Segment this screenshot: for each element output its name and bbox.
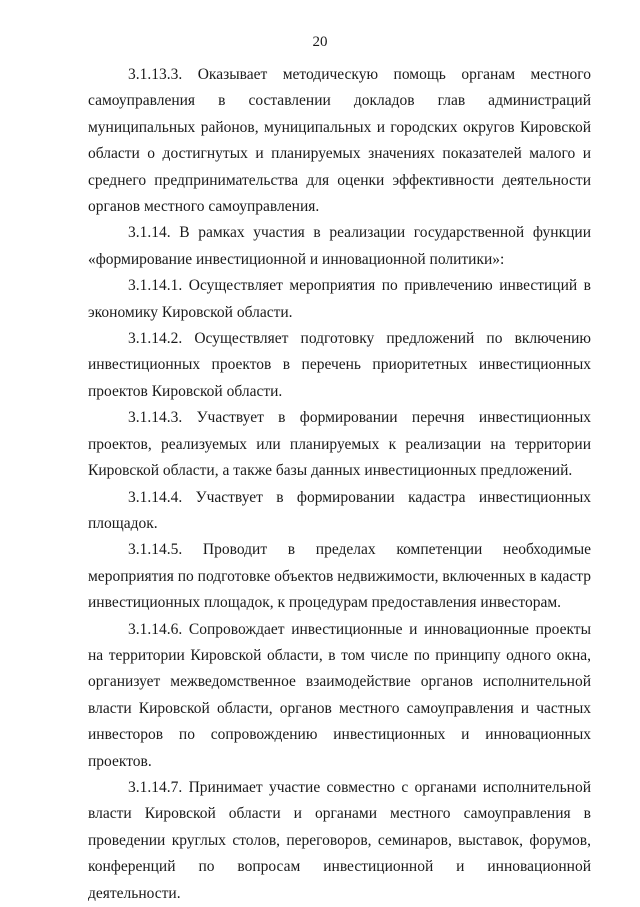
- paragraph-3-1-14-1: 3.1.14.1. Осуществляет мероприятия по привлечению инвестиций в экономику Кировской области.: [88, 277, 591, 321]
- paragraph-3-1-14-7: 3.1.14.7. Принимает участие совместно с органами исполнительной власти Кировской области и органами местного самоуправления в проведении круглых столов, переговоров, семинаров, выставок, форумов, конференций по вопросам инвестиционной и инновационной деятельности.: [88, 778, 591, 902]
- paragraph-3-1-14-6: 3.1.14.6. Сопровождает инвестиционные и инновационные проекты на территории Кировской области, в том числе по принципу одного окна, организует межведомственное взаимодействие органов исполнительной власти Кировской области, органов местного самоуправления и частных инвесторов по сопровождению инвестиционных и инновационных проектов.: [88, 620, 591, 770]
- document-body: [88, 62, 591, 907]
- paragraph-3-1-14-4: 3.1.14.4. Участвует в формировании кадастра инвестиционных площадок.: [88, 488, 591, 532]
- paragraph-3-1-14-5: 3.1.14.5. Проводит в пределах компетенции необходимые мероприятия по подготовке объектов недвижимости, включенных в кадастр инвестиционных площадок, к процедурам предоставления инвесторам.: [88, 541, 591, 612]
- paragraph-3-1-13-3: 3.1.13.3. Оказывает методическую помощь органам местного самоуправления в составлении докладов глав администраций муниципальных районов, муниципальных и городских округов Кировской области о достигнутых и планируемых значениях показателей малого и среднего предпринимательства для оценки эффективности деятельности органов местного самоуправления.: [88, 66, 591, 216]
- paragraph-3-1-14-3: 3.1.14.3. Участвует в формировании перечня инвестиционных проектов, реализуемых или планируемых к реализации на территории Кировской области, а также базы данных инвестиционных предложений.: [88, 409, 591, 480]
- paragraph-3-1-14-2: 3.1.14.2. Осуществляет подготовку предложений по включению инвестиционных проектов в перечень приоритетных инвестиционных проектов Кировской области.: [88, 330, 591, 400]
- page-number: 20: [312, 34, 328, 50]
- paragraph-3-1-14: 3.1.14. В рамках участия в реализации государственной функции «формирование инвестиционной и инновационной политики»:: [88, 224, 591, 268]
